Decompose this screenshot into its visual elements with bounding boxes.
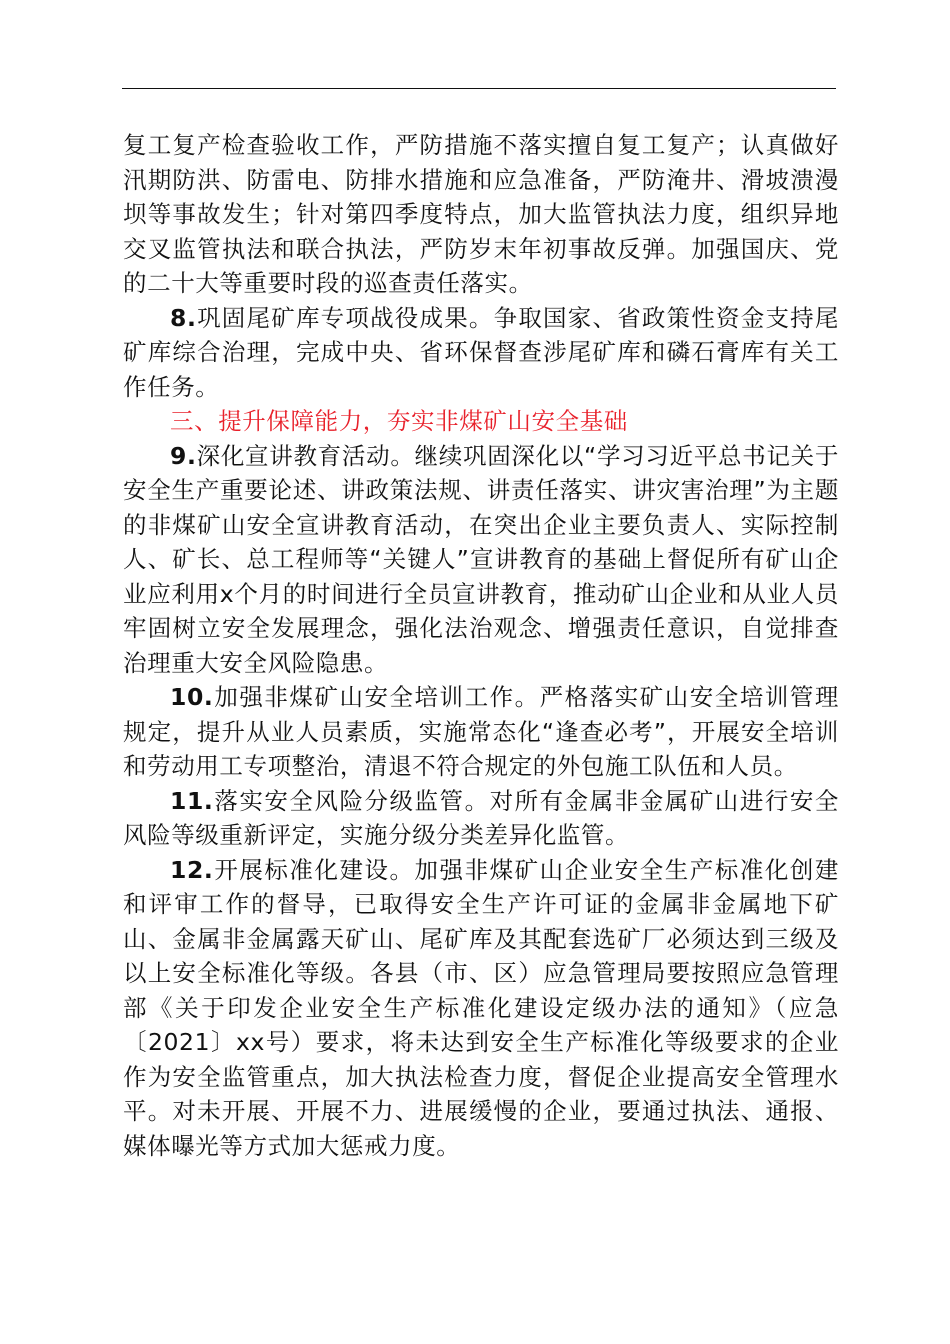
- document-body: [123, 128, 839, 1163]
- item-number: 9.: [170, 441, 197, 470]
- item-number: 11.: [170, 786, 214, 815]
- paragraph-text: 开展标准化建设。加强非煤矿山企业安全生产标准化创建和评审工作的督导，已取得安全生产许可证的金属非金属地下矿山、金属非金属露天矿山、尾矿库及其配套选矿厂必须达到三级及以上安全标准化等级。各县（市、区）应急管理局要按照应急管理部《关于印发企业安全生产标准化建设定级办法的通知》（应急〔2021〕xx号）要求，将未达到安全生产标准化等级要求的企业作为安全监管重点，加大执法检查力度，督促企业提高安全管理水平。对未开展、开展不力、进展缓慢的企业，要通过执法、通报、媒体曝光等方式加大惩戒力度。: [123, 855, 839, 1160]
- paragraph-item-10: [123, 680, 839, 784]
- item-number: 12.: [170, 855, 214, 884]
- paragraph-item-12: [123, 853, 839, 1164]
- item-number: 10.: [170, 683, 214, 711]
- paragraph-text: 巩固尾矿库专项战役成果。争取国家、省政策性资金支持尾矿库综合治理，完成中央、省环保督查涉尾矿库和磷石膏库有关工作任务。: [123, 303, 839, 401]
- paragraph-text: 深化宣讲教育活动。继续巩固深化以“学习习近平总书记关于安全生产重要论述、讲政策法规、讲责任落实、讲灾害治理”为主题的非煤矿山安全宣讲教育活动，在突出企业主要负责人、实际控制人、矿长、总工程师等“关键人”宣讲教育的基础上督促所有矿山企业应利用x个月的时间进行全员宣讲教育，推动矿山企业和从业人员牢固树立安全发展理念，强化法治观念、增强责任意识，自觉排查治理重大安全风险隐患。: [123, 441, 839, 677]
- paragraph-item-9: [123, 439, 839, 681]
- paragraph-item-8: [123, 301, 839, 405]
- paragraph-text: 落实安全风险分级监管。对所有金属非金属矿山进行安全风险等级重新评定，实施分级分类差异化监管。: [123, 786, 839, 849]
- paragraph-text: 加强非煤矿山安全培训工作。严格落实矿山安全培训管理规定，提升从业人员素质，实施常态化“逢查必考”，开展安全培训和劳动用工专项整治，清退不符合规定的外包施工队伍和人员。: [123, 683, 839, 780]
- item-number: 8.: [170, 303, 197, 332]
- section-heading: 三、提升保障能力，夯实非煤矿山安全基础: [170, 407, 628, 435]
- paragraph-continuation: 复工复产检查验收工作，严防措施不落实擅自复工复产；认真做好汛期防洪、防雷电、防排水措施和应急准备，严防淹井、滑坡溃漫坝等事故发生；针对第四季度特点，加大监管执法力度，组织异地交叉监管执法和联合执法，严防岁末年初事故反弹。加强国庆、党的二十大等重要时段的巡查责任落实。: [123, 131, 839, 297]
- header-rule: [122, 88, 836, 89]
- paragraph-item-11: [123, 784, 839, 853]
